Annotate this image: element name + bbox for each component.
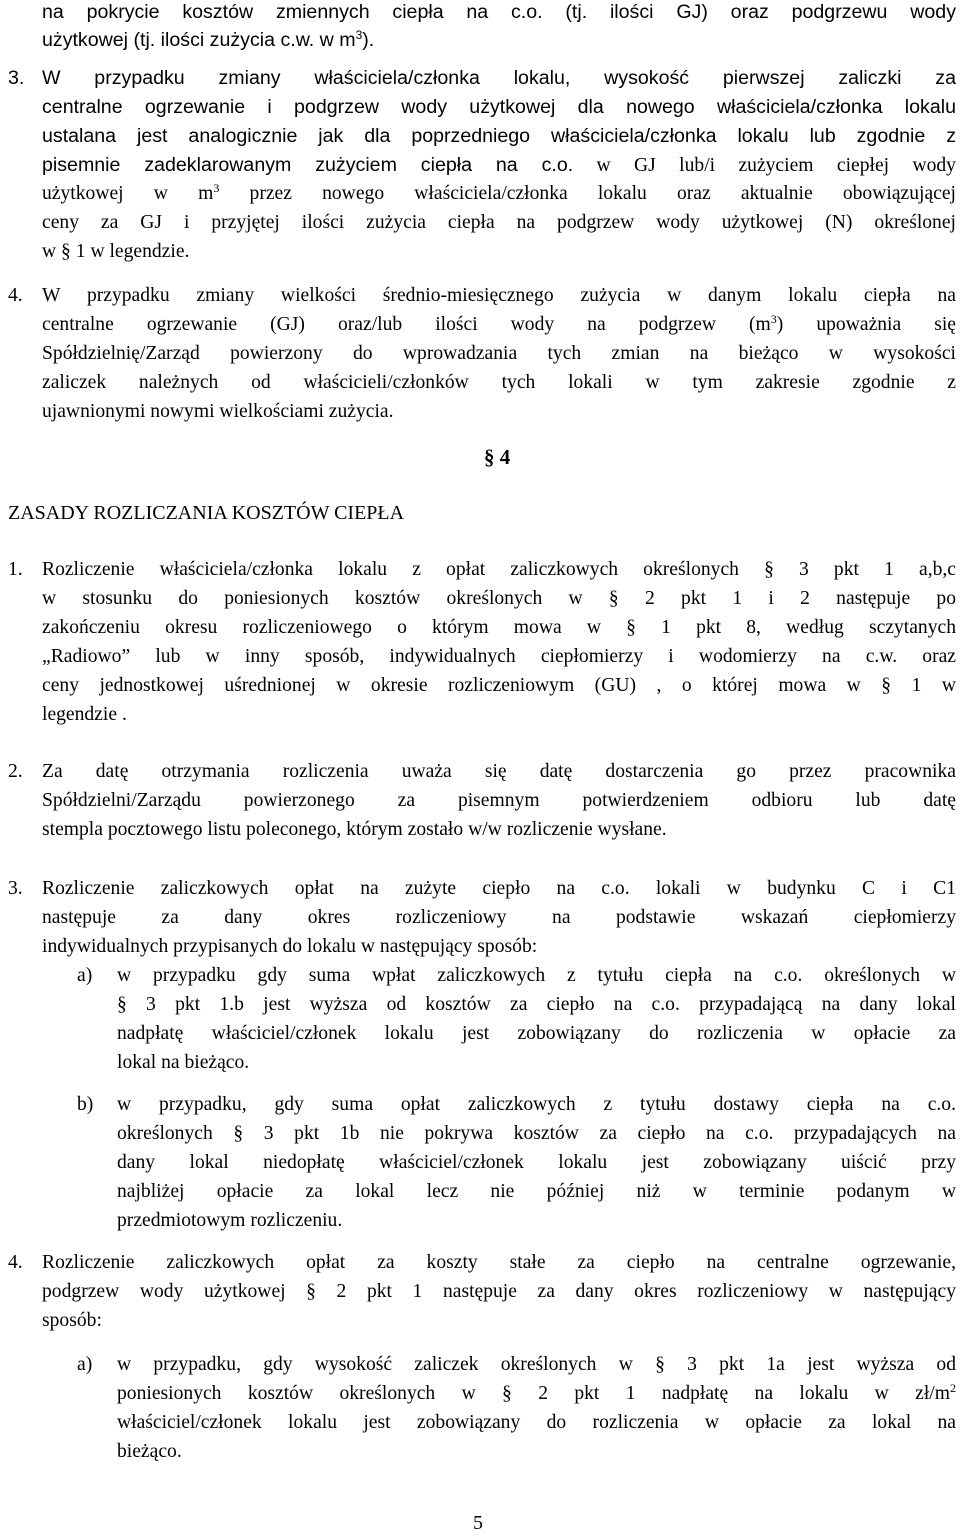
text-line: w przypadku gdy suma wpłat zaliczkowych z tytułu ciepła na c.o. określonych w: [117, 965, 956, 986]
text-line: poniesionych kosztów określonych w § 2 pkt 1 nadpłatę na lokalu w $zł/m^2$: [117, 1381, 956, 1404]
text-line: legendzie .: [42, 704, 127, 725]
item-number: 2.: [8, 761, 23, 782]
text-line: zaliczek należnych od właścicieli/członków tych lokali w tym zakresie zgodnie z: [42, 372, 956, 393]
text-line: indywidualnych przypisanych do lokalu w następujący sposób:: [42, 936, 538, 957]
text-line: Spółdzielnię/Zarząd powierzony do wprowadzania tych zmian na bieżąco w wysokości: [42, 343, 956, 364]
item-number: 3.: [8, 878, 23, 899]
text-line: lokal na bieżąco.: [117, 1052, 250, 1073]
text-line: pisemnie zadeklarowanym zużyciem ciepła na c.o. w GJ lub/i zużyciem ciepłej wody: [42, 154, 956, 176]
text-line: użytkowej w $m^3$ przez nowego właściciela/członka lokalu oraz aktualnie obowiązującej: [42, 181, 956, 204]
text-line: centralne ogrzewanie i podgrzew wody użytkowej dla nowego właściciela/członka lokalu: [42, 96, 956, 118]
text-line: określonych § 3 pkt 1b nie pokrywa kosztów za ciepło na c.o. przypadających na: [117, 1123, 956, 1144]
section-mark: § 4: [484, 445, 511, 469]
text-line: nadpłatę właściciel/członek lokalu jest zobowiązany do rozliczenia w opłacie za: [117, 1023, 956, 1044]
list-label: a): [77, 965, 93, 986]
superscript: 3: [213, 181, 220, 195]
text-line: w stosunku do poniesionych kosztów określonych w § 2 pkt 1 i 2 następuje po: [42, 588, 956, 609]
text-line: ceny za GJ i przyjętej ilości zużycia ciepła na podgrzew wody użytkowej (N) określonej: [42, 212, 956, 233]
text-line: stempla pocztowego listu poleconego, którym zostało w/w rozliczenie wysłane.: [42, 819, 667, 840]
text-line: podgrzew wody użytkowej § 2 pkt 1 następuje za dany okres rozliczeniowy w następujący: [42, 1281, 956, 1302]
text-line: właściciel/członek lokalu jest zobowiązany do rozliczenia w opłacie za lokal na: [117, 1412, 956, 1433]
item-number: 4.: [8, 285, 23, 306]
text-line: dany lokal niedopłatę właściciel/członek lokalu jest zobowiązany uiścić przy: [117, 1152, 956, 1173]
section-heading: ZASADY ROZLICZANIA KOSZTÓW CIEPŁA: [8, 502, 405, 524]
text-line: w przypadku, gdy suma opłat zaliczkowych z tytułu dostawy ciepła na c.o.: [117, 1094, 956, 1115]
text-line: użytkowej (tj. ilości zużycia c.w. w $m^3$).: [42, 28, 375, 51]
text-line: ujawnionymi nowymi wielkościami zużycia.: [42, 401, 394, 422]
text-line: W przypadku zmiany wielkości średnio-miesięcznego zużycia w danym lokalu ciepła na: [42, 285, 956, 306]
item-number: 3.: [8, 67, 25, 89]
text-line: § 3 pkt 1.b jest wyższa od kosztów za ciepło na c.o. przypadającą na dany lokal: [117, 994, 956, 1015]
item-number: 4.: [8, 1252, 23, 1273]
superscript: 2: [950, 1381, 956, 1395]
text-line: Rozliczenie właściciela/członka lokalu z opłat zaliczkowych określonych § 3 pkt 1 a,b,c: [42, 559, 956, 580]
superscript: 3: [770, 312, 777, 326]
text-line: w § 1 w legendzie.: [42, 241, 190, 262]
list-label: b): [77, 1094, 94, 1115]
text-line: przedmiotowym rozliczeniu.: [117, 1210, 343, 1231]
text-line: Rozliczenie zaliczkowych opłat za koszty stałe za ciepło na centralne ogrzewanie,: [42, 1252, 956, 1273]
list-label: a): [77, 1354, 93, 1375]
text-line: Spółdzielni/Zarządu powierzonego za pisemnym potwierdzeniem odbioru lub datę: [42, 790, 956, 811]
text-line: ceny jednostkowej uśrednionej w okresie rozliczeniowym (GU) , o której mowa w § 1 w: [42, 675, 956, 696]
text-line: Za datę otrzymania rozliczenia uważa się datę dostarczenia go przez pracownika: [42, 761, 956, 782]
item-number: 1.: [8, 559, 23, 580]
page-number: 5: [473, 1512, 483, 1534]
text-line: „Radiowo” lub w inny sposób, indywidualnych ciepłomierzy i wodomierzy na c.w. oraz: [42, 646, 956, 667]
text-line: Rozliczenie zaliczkowych opłat na zużyte ciepło na c.o. lokali w budynku C i C1: [42, 878, 956, 899]
text-line: w przypadku, gdy wysokość zaliczek określonych w § 3 pkt 1a jest wyższa od: [117, 1354, 956, 1375]
text-line: sposób:: [42, 1310, 102, 1331]
text-line: najbliżej opłacie za lokal lecz nie później niż w terminie podanym w: [117, 1181, 956, 1202]
text-line: W przypadku zmiany właściciela/członka lokalu, wysokość pierwszej zaliczki za: [42, 67, 956, 89]
text-line: zakończeniu okresu rozliczeniowego o którym mowa w § 1 pkt 8, według sczytanych: [42, 617, 956, 638]
superscript: 3: [355, 28, 363, 42]
text-line: bieżąco.: [117, 1441, 182, 1462]
text-line: następuje za dany okres rozliczeniowy na podstawie wskazań ciepłomierzy: [42, 907, 956, 928]
text-line: centralne ogrzewanie (GJ) oraz/lub ilości wody na podgrzew $(m^3)$ upoważnia się: [42, 312, 956, 335]
text-line: na pokrycie kosztów zmiennych ciepła na c.o. (tj. ilości GJ) oraz podgrzewu wody: [42, 1, 956, 23]
text-line: ustalana jest analogicznie jak dla poprzedniego właściciela/członka lokalu lub zgodnie z: [42, 125, 956, 147]
